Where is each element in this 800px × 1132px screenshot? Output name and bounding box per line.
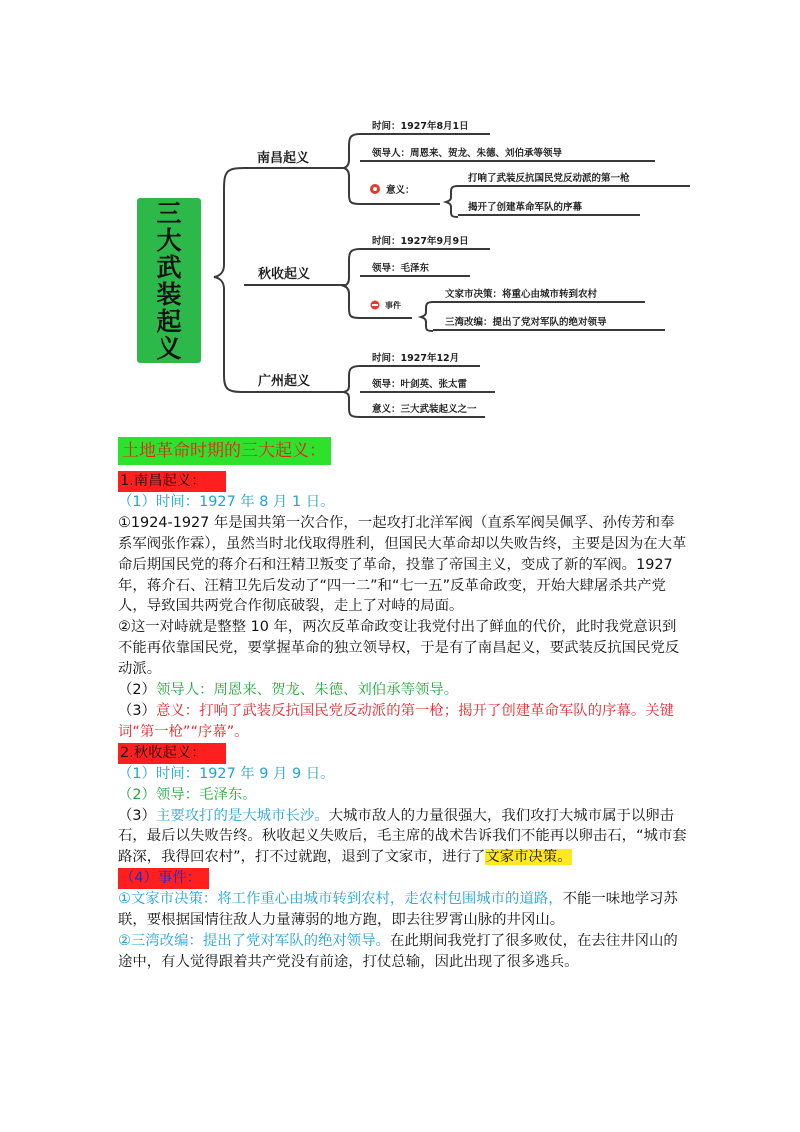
autumn-p3-rest: 大城市敌人的力量很强大，我们攻打大城市属于以卵击石，最后以失败告终。秋收起义失败后，毛主席的战术告诉我们不能再以卵击石，“城市套路深，我得回农村”，打不过就跑，退到了文家市，进行了 [118, 807, 687, 866]
sub-brace [344, 366, 360, 417]
nanchang-time: （1）时间：1927 年 8 月 1 日。 [118, 493, 335, 510]
nanchang-meaning-line [118, 701, 688, 743]
autumn-p3-prefix: （3） [118, 807, 156, 824]
nanchang-meaning-prefix: （3） [118, 702, 156, 719]
leaf-time: 时间：1927年9月9日 [372, 236, 469, 247]
main-brace [214, 168, 244, 392]
inner-brace [446, 186, 458, 217]
nanchang-leader-prefix: （2） [118, 682, 156, 699]
nanchang-paragraph-1: ①1924-1927 年是国共第一次合作，一起攻打北洋军阀（直系军阀吴佩孚、孙传芳和奉系军阀张作霖），虽然当时北伐取得胜利，但国民大革命却以失败告终，主要是因为在大革命后期国民党的蒋介石和汪精卫叛变了革命，投靠了帝国主义，变成了新的军阀。1927 年，蒋介石、汪精卫先后发动了“四一二”和“七一五”反革命政变，开始大肆屠杀共产党人，导致国共两党合作彻底破裂，走上了对峙的局面。 [118, 514, 687, 615]
mindmap-title-char: 三 [156, 198, 182, 228]
leaf-leader: 领导：毛泽东 [372, 263, 430, 274]
mindmap-title-char: 装 [156, 279, 182, 309]
section-title-nanchang: 1.南昌起义： [118, 471, 226, 492]
event-2-highlight: ②三湾改编：提出了党对军队的绝对领导。 [118, 932, 390, 949]
notes-section [118, 437, 688, 973]
sub-brace [344, 134, 360, 204]
autumn-p3-highlight: 文家市决策。 [485, 849, 572, 866]
section-title-autumn: 2.秋收起义： [118, 743, 226, 764]
leaf-sub-item: 打响了武装反抗国民党反动派的第一枪 [468, 173, 630, 184]
branch-name: 广州起义 [258, 374, 311, 389]
sub-brace [344, 249, 360, 318]
notes-heading: 土地革命时期的三大起义： [118, 437, 331, 465]
event-2-rest: 在此期间我党打了很多败仗，在去往井冈山的途中，有人觉得跟着共产党没有前途，打仗总输，因此出现了很多逃兵。 [118, 932, 678, 970]
leaf-sub-item: 揭开了创建革命军队的序幕 [468, 202, 583, 213]
nanchang-leader-line [118, 680, 688, 701]
leaf-sub-item: 文家市决策：将重心由城市转到农村 [445, 289, 598, 300]
branch-name: 秋收起义 [258, 267, 311, 282]
mindmap-title-char: 大 [156, 225, 182, 255]
autumn-paragraph-3 [118, 806, 688, 869]
autumn-event-2 [118, 931, 688, 973]
autumn-time: （1）时间：1927 年 9 月 9 日。 [118, 765, 335, 782]
leaf-time: 时间：1927年8月1日 [372, 121, 469, 132]
nanchang-paragraph-2: ②这一对峙就是整整 10 年，两次反革命政变让我党付出了鲜血的代价，此时我党意识到不能再依靠国民党，要掌握革命的独立领导权，于是有了南昌起义，要武装反抗国民党反动派。 [118, 619, 680, 678]
mindmap-title-char: 武 [156, 252, 182, 282]
leaf-leader: 领导：叶剑英、张太雷 [372, 379, 468, 390]
nanchang-meaning: 意义：打响了武装反抗国民党反动派的第一枪；揭开了创建革命军队的序幕。关键词“第一枪”“序幕”。 [118, 702, 675, 740]
leaf-sub-label: 意义： [386, 185, 415, 196]
leaf-meaning: 意义：三大武装起义之一 [372, 404, 477, 415]
event-icon [371, 301, 380, 310]
autumn-p3-cyan: 主要攻打的是大城市长沙。 [155, 807, 329, 824]
nanchang-leader: 领导人：周恩来、贺龙、朱德、刘伯承等领导。 [155, 682, 459, 699]
event-1-highlight: ①文家市决策：将工作重心由城市转到农村，走农村包围城市的道路， [118, 891, 563, 908]
autumn-events-title: （4）事件： [118, 868, 209, 889]
leaf-leader: 领导人：周恩来、贺龙、朱德、刘伯承等领导 [372, 148, 563, 159]
inner-brace [421, 302, 433, 331]
mindmap-diagram [0, 0, 800, 430]
event-1-rest: 不能一味地学习苏联，要根据国情往敌人力量薄弱的地方跑，即去往罗霄山脉的井冈山。 [118, 891, 678, 929]
autumn-event-1 [118, 889, 688, 931]
autumn-leader: （2）领导：毛泽东。 [118, 786, 257, 803]
mindmap-title-char: 起 [156, 306, 182, 336]
meaning-icon [370, 184, 380, 194]
leaf-sub-label: 事件 [385, 301, 401, 310]
leaf-time: 时间：1927年12月 [372, 353, 460, 364]
mindmap-title-char: 义 [156, 333, 182, 363]
leaf-sub-item: 三湾改编：提出了党对军队的绝对领导 [445, 317, 607, 328]
branch-name: 南昌起义 [257, 151, 310, 166]
